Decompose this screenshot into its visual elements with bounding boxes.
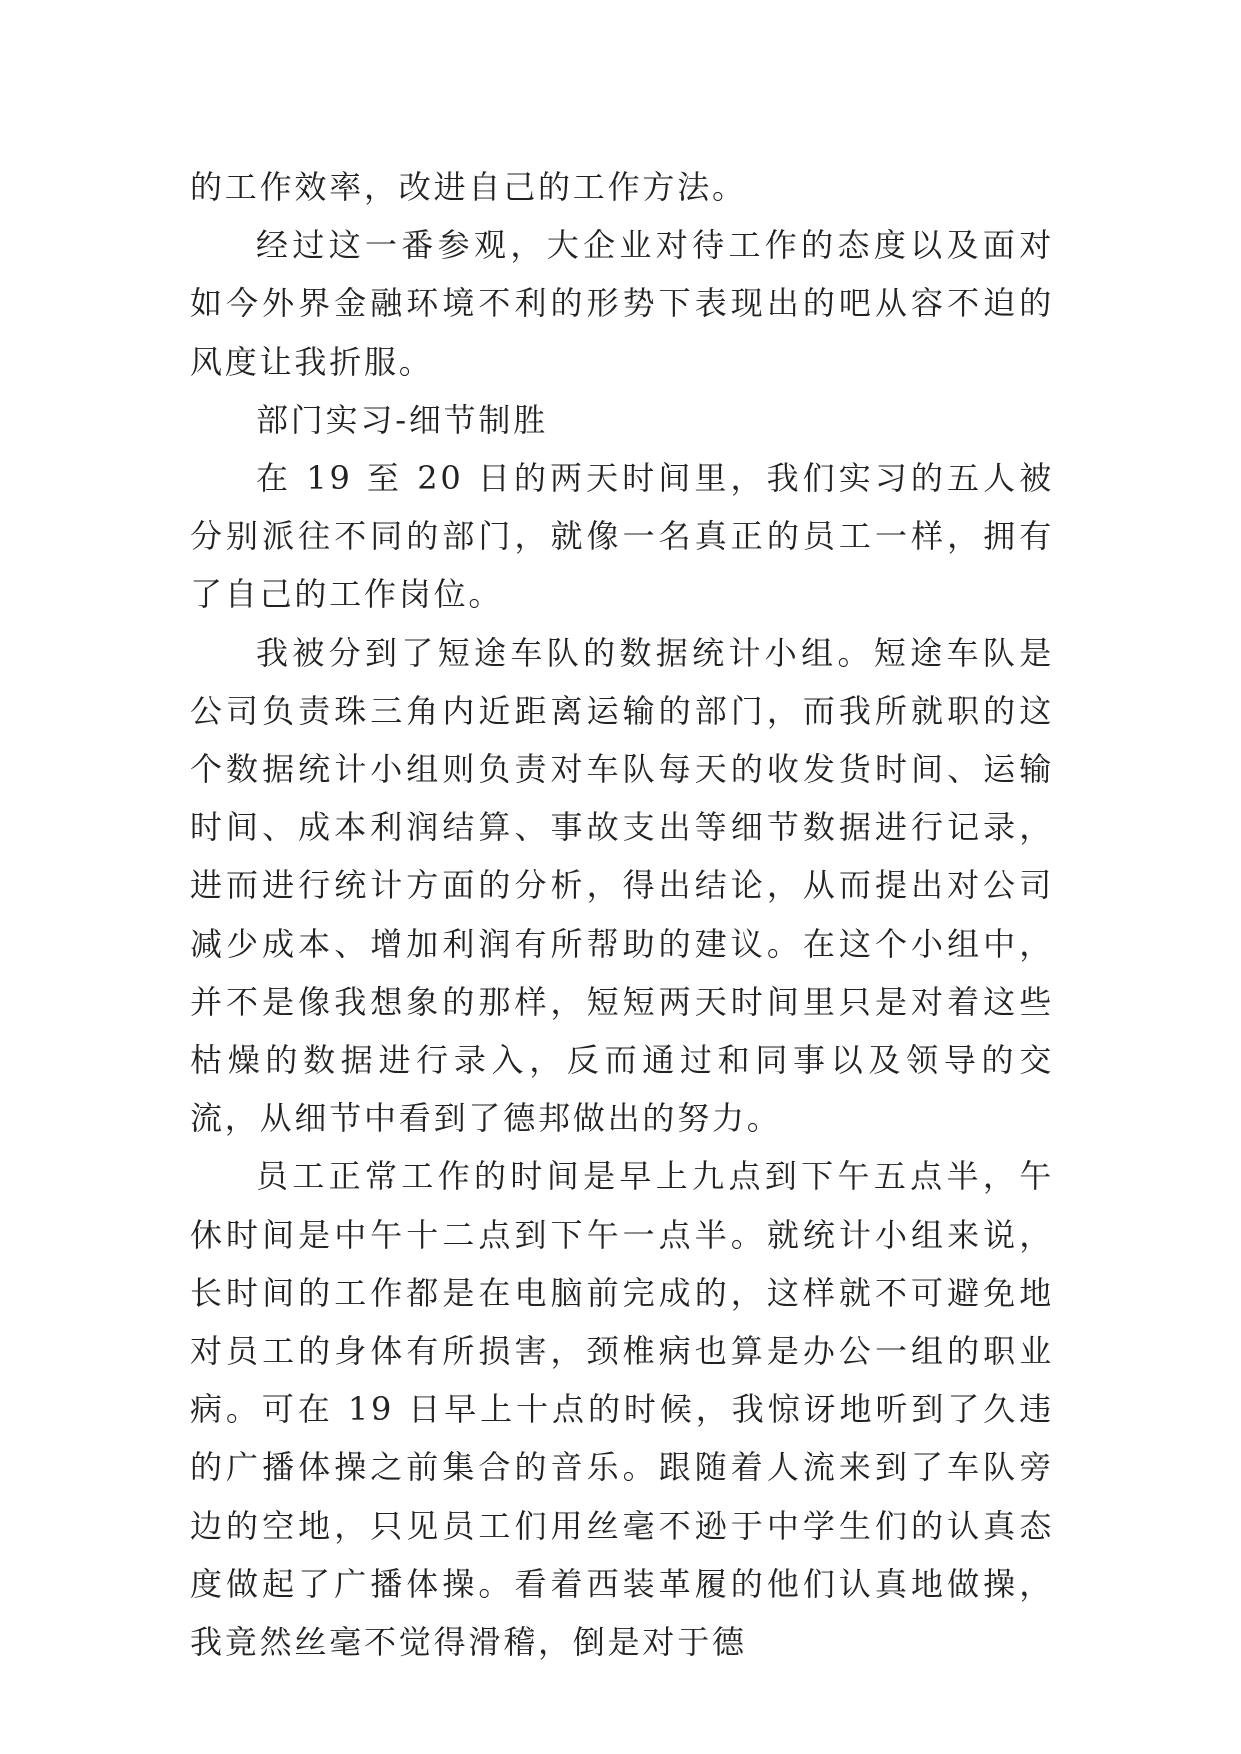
paragraph-3: 在 19 至 20 日的两天时间里，我们实习的五人被分别派往不同的部门，就像一名真正的员工一样，拥有了自己的工作岗位。	[190, 459, 1054, 614]
paragraph-5: 员工正常工作的时间是早上九点到下午五点半，午休时间是中午十二点到下午一点半。就统计小组来说，长时间的工作都是在电脑前完成的，这样就不可避免地对员工的身体有所损害，颈椎病也算是办公一组的职业病。可在 19 日早上十点的时候，我惊讶地听到了久违的广播体操之前集合的音乐。跟随着人流来到了车队旁边的空地，只见员工们用丝毫不逊于中学生们的认真态度做起了广播体操。看着西装革履的他们认真地做操，我竟然丝毫不觉得滑稽，倒是对于德	[190, 1157, 1054, 1662]
paragraph-4: 我被分到了短途车队的数据统计小组。短途车队是公司负责珠三角内近距离运输的部门，而我所就职的这个数据统计小组则负责对车队每天的收发货时间、运输时间、成本利润结算、事故支出等细节数据进行记录，进而进行统计方面的分析，得出结论，从而提出对公司减少成本、增加利润有所帮助的建议。在这个小组中，并不是像我想象的那样，短短两天时间里只是对着这些枯燥的数据进行录入，反而通过和同事以及领导的交流，从细节中看到了德邦做出的努力。	[190, 633, 1054, 1138]
paragraph-1: 的工作效率，改进自己的工作方法。	[190, 168, 747, 206]
section-heading: 部门实习-细节制胜	[256, 400, 549, 439]
document-page	[190, 158, 1054, 1671]
paragraph-2: 经过这一番参观，大企业对待工作的态度以及面对如今外界金融环境不利的形势下表现出的吧从容不迫的风度让我折服。	[190, 226, 1054, 381]
